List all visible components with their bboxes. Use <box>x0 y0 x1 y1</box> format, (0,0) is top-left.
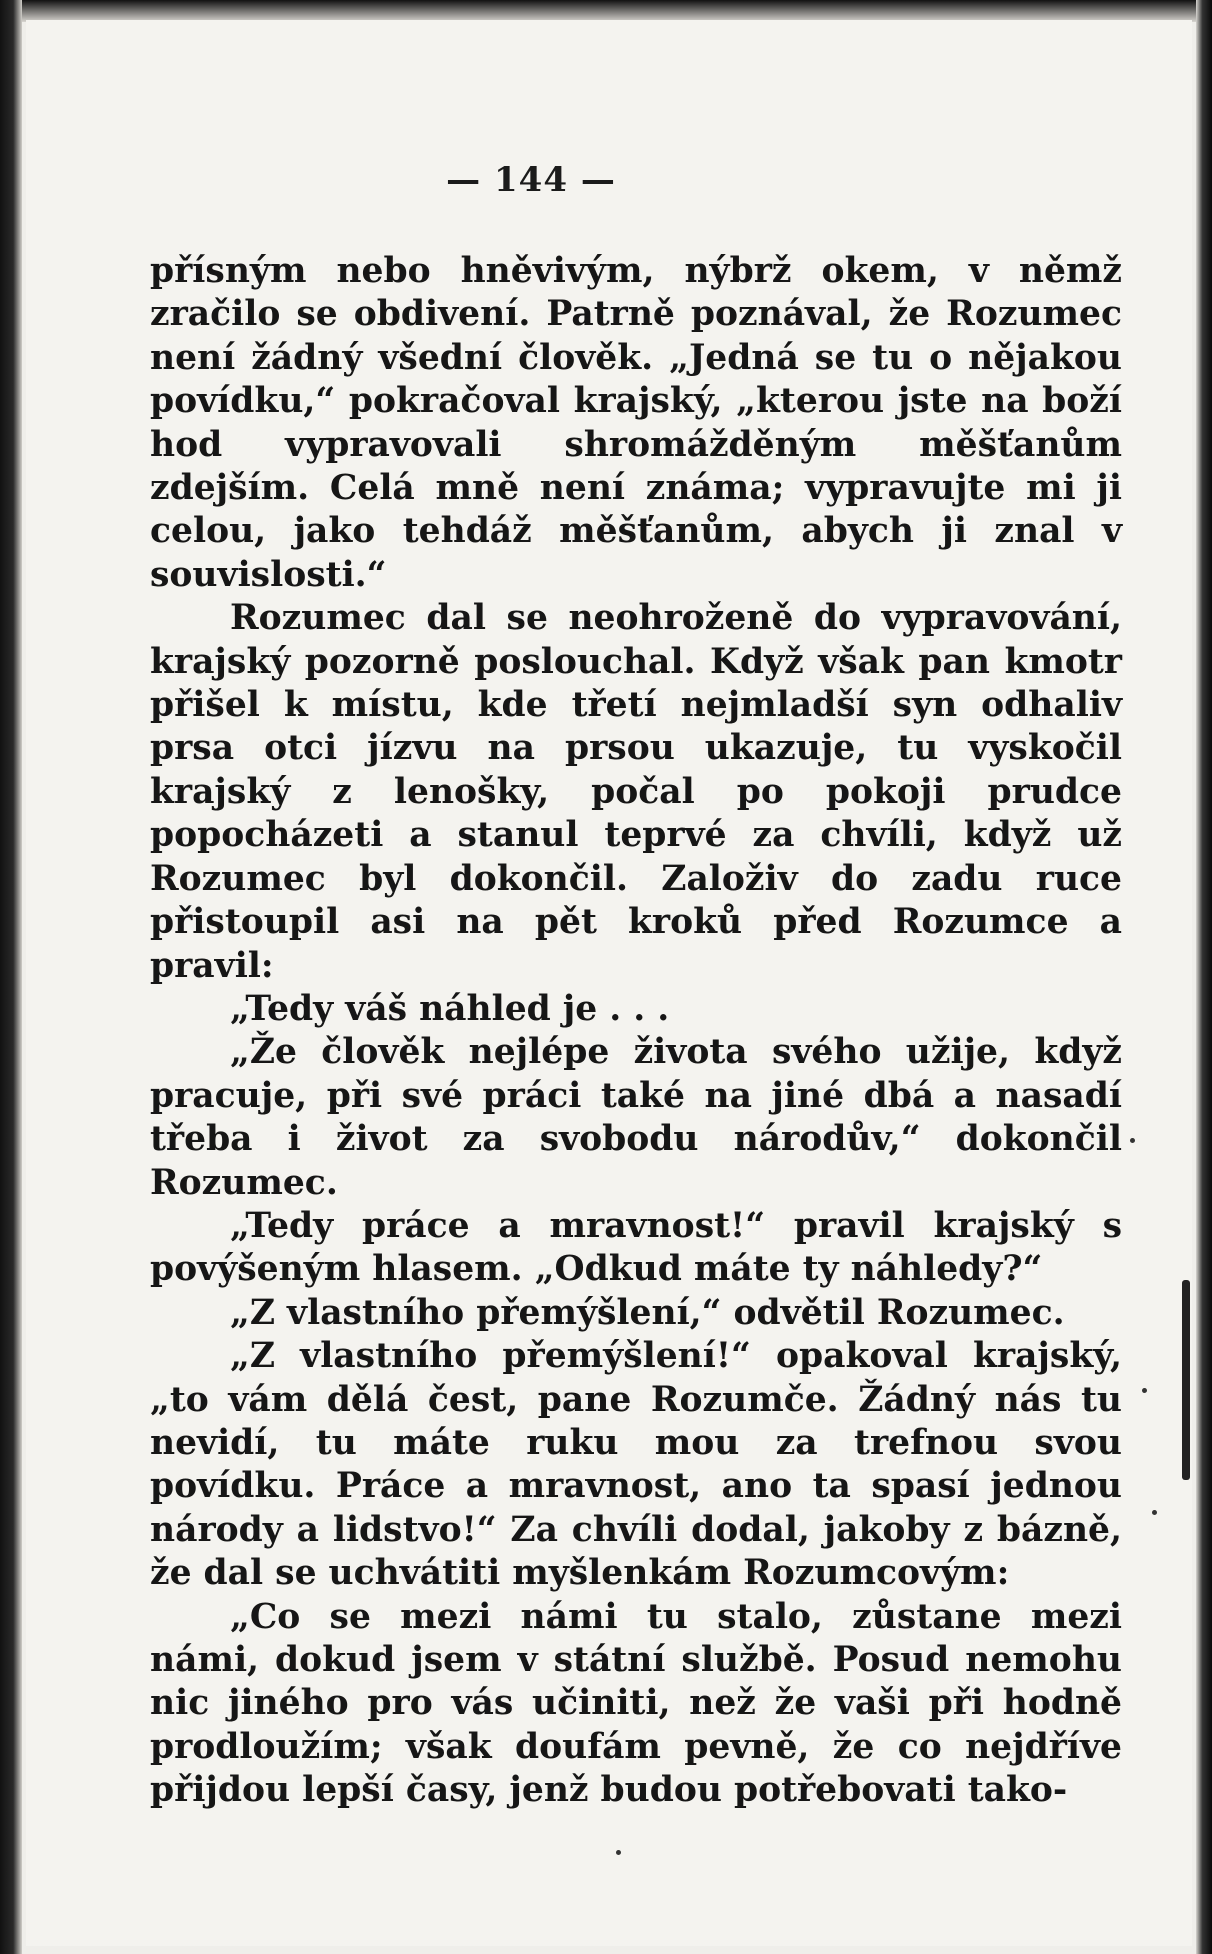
paragraph-5: „Tedy práce a mravnost!“ pravil krajský s povýšeným hlasem. „Odkud máte ty náhledy?“ <box>150 1205 1122 1290</box>
print-fleck <box>1142 1388 1147 1393</box>
paragraph-1: přísným nebo hněvivým, nýbrž okem, v němž zračilo se obdivení. Patrně poznával, že Rozumec není žádný všední člověk. „Jedná se tu o nějakou povídku,“ pokračoval krajský, „kterou jste na boží hod vypravovali shromážděným měšťanům zdejším. Celá mně není známa; vypravujte mi ji celou, jako tehdáž měšťanům, abych ji znal v souvislosti.“ <box>150 251 1122 595</box>
print-fleck <box>616 1850 621 1855</box>
paragraph-4: „Že člověk nejlépe života svého užije, když pracuje, při své práci také na jiné dbá a nasadí třeba i život za svobodu národův,“ dokončil Rozumec. <box>150 1032 1122 1203</box>
print-fleck <box>1152 1510 1157 1515</box>
binding-shadow <box>1182 1280 1190 1480</box>
book-page <box>26 20 1192 1946</box>
paragraph-2: Rozumec dal se neohroženě do vypravování, krajský pozorně poslouchal. Když však pan kmotr přišel k místu, kde třetí nejmladší syn odhaliv prsa otci jízvu na prsou ukazuje, tu vyskočil krajský z lenošky, počal po pokoji prudce popocházeti a stanul teprvé za chvíli, když už Rozumec byl dokončil. Založiv do zadu ruce přistoupil asi na pět kroků před Rozumce a pravil: <box>150 598 1122 986</box>
body-text <box>150 250 1122 1813</box>
scan-top-edge <box>0 0 1212 22</box>
page-number: — 144 — <box>446 160 616 200</box>
scan-right-edge <box>1196 0 1212 1954</box>
scan-left-edge <box>0 0 22 1954</box>
paragraph-8: „Co se mezi námi tu stalo, zůstane mezi námi, dokud jsem v státní službě. Posud nemohu nic jiného pro vás učiniti, než že vaši při hodně prodloužím; však doufám pevně, že co nejdříve přijdou lepší časy, jenž budou potřebovati tako- <box>150 1596 1122 1811</box>
paragraph-6: „Z vlastního přemýšlení,“ odvětil Rozumec. <box>230 1292 1065 1333</box>
paragraph-3: „Tedy váš náhled je . . . <box>230 988 670 1029</box>
print-fleck <box>1130 1138 1135 1143</box>
paragraph-7: „Z vlastního přemýšlení!“ opakoval krajský, „to vám dělá čest, pane Rozumče. Žádný nás tu nevidí, tu máte ruku mou za trefnou svou povídku. Práce a mravnost, ano ta spasí jednou národy a lidstvo!“ Za chvíli dodal, jakoby z bázně, že dal se uchvátiti myšlenkám Rozumcovým: <box>150 1336 1122 1594</box>
